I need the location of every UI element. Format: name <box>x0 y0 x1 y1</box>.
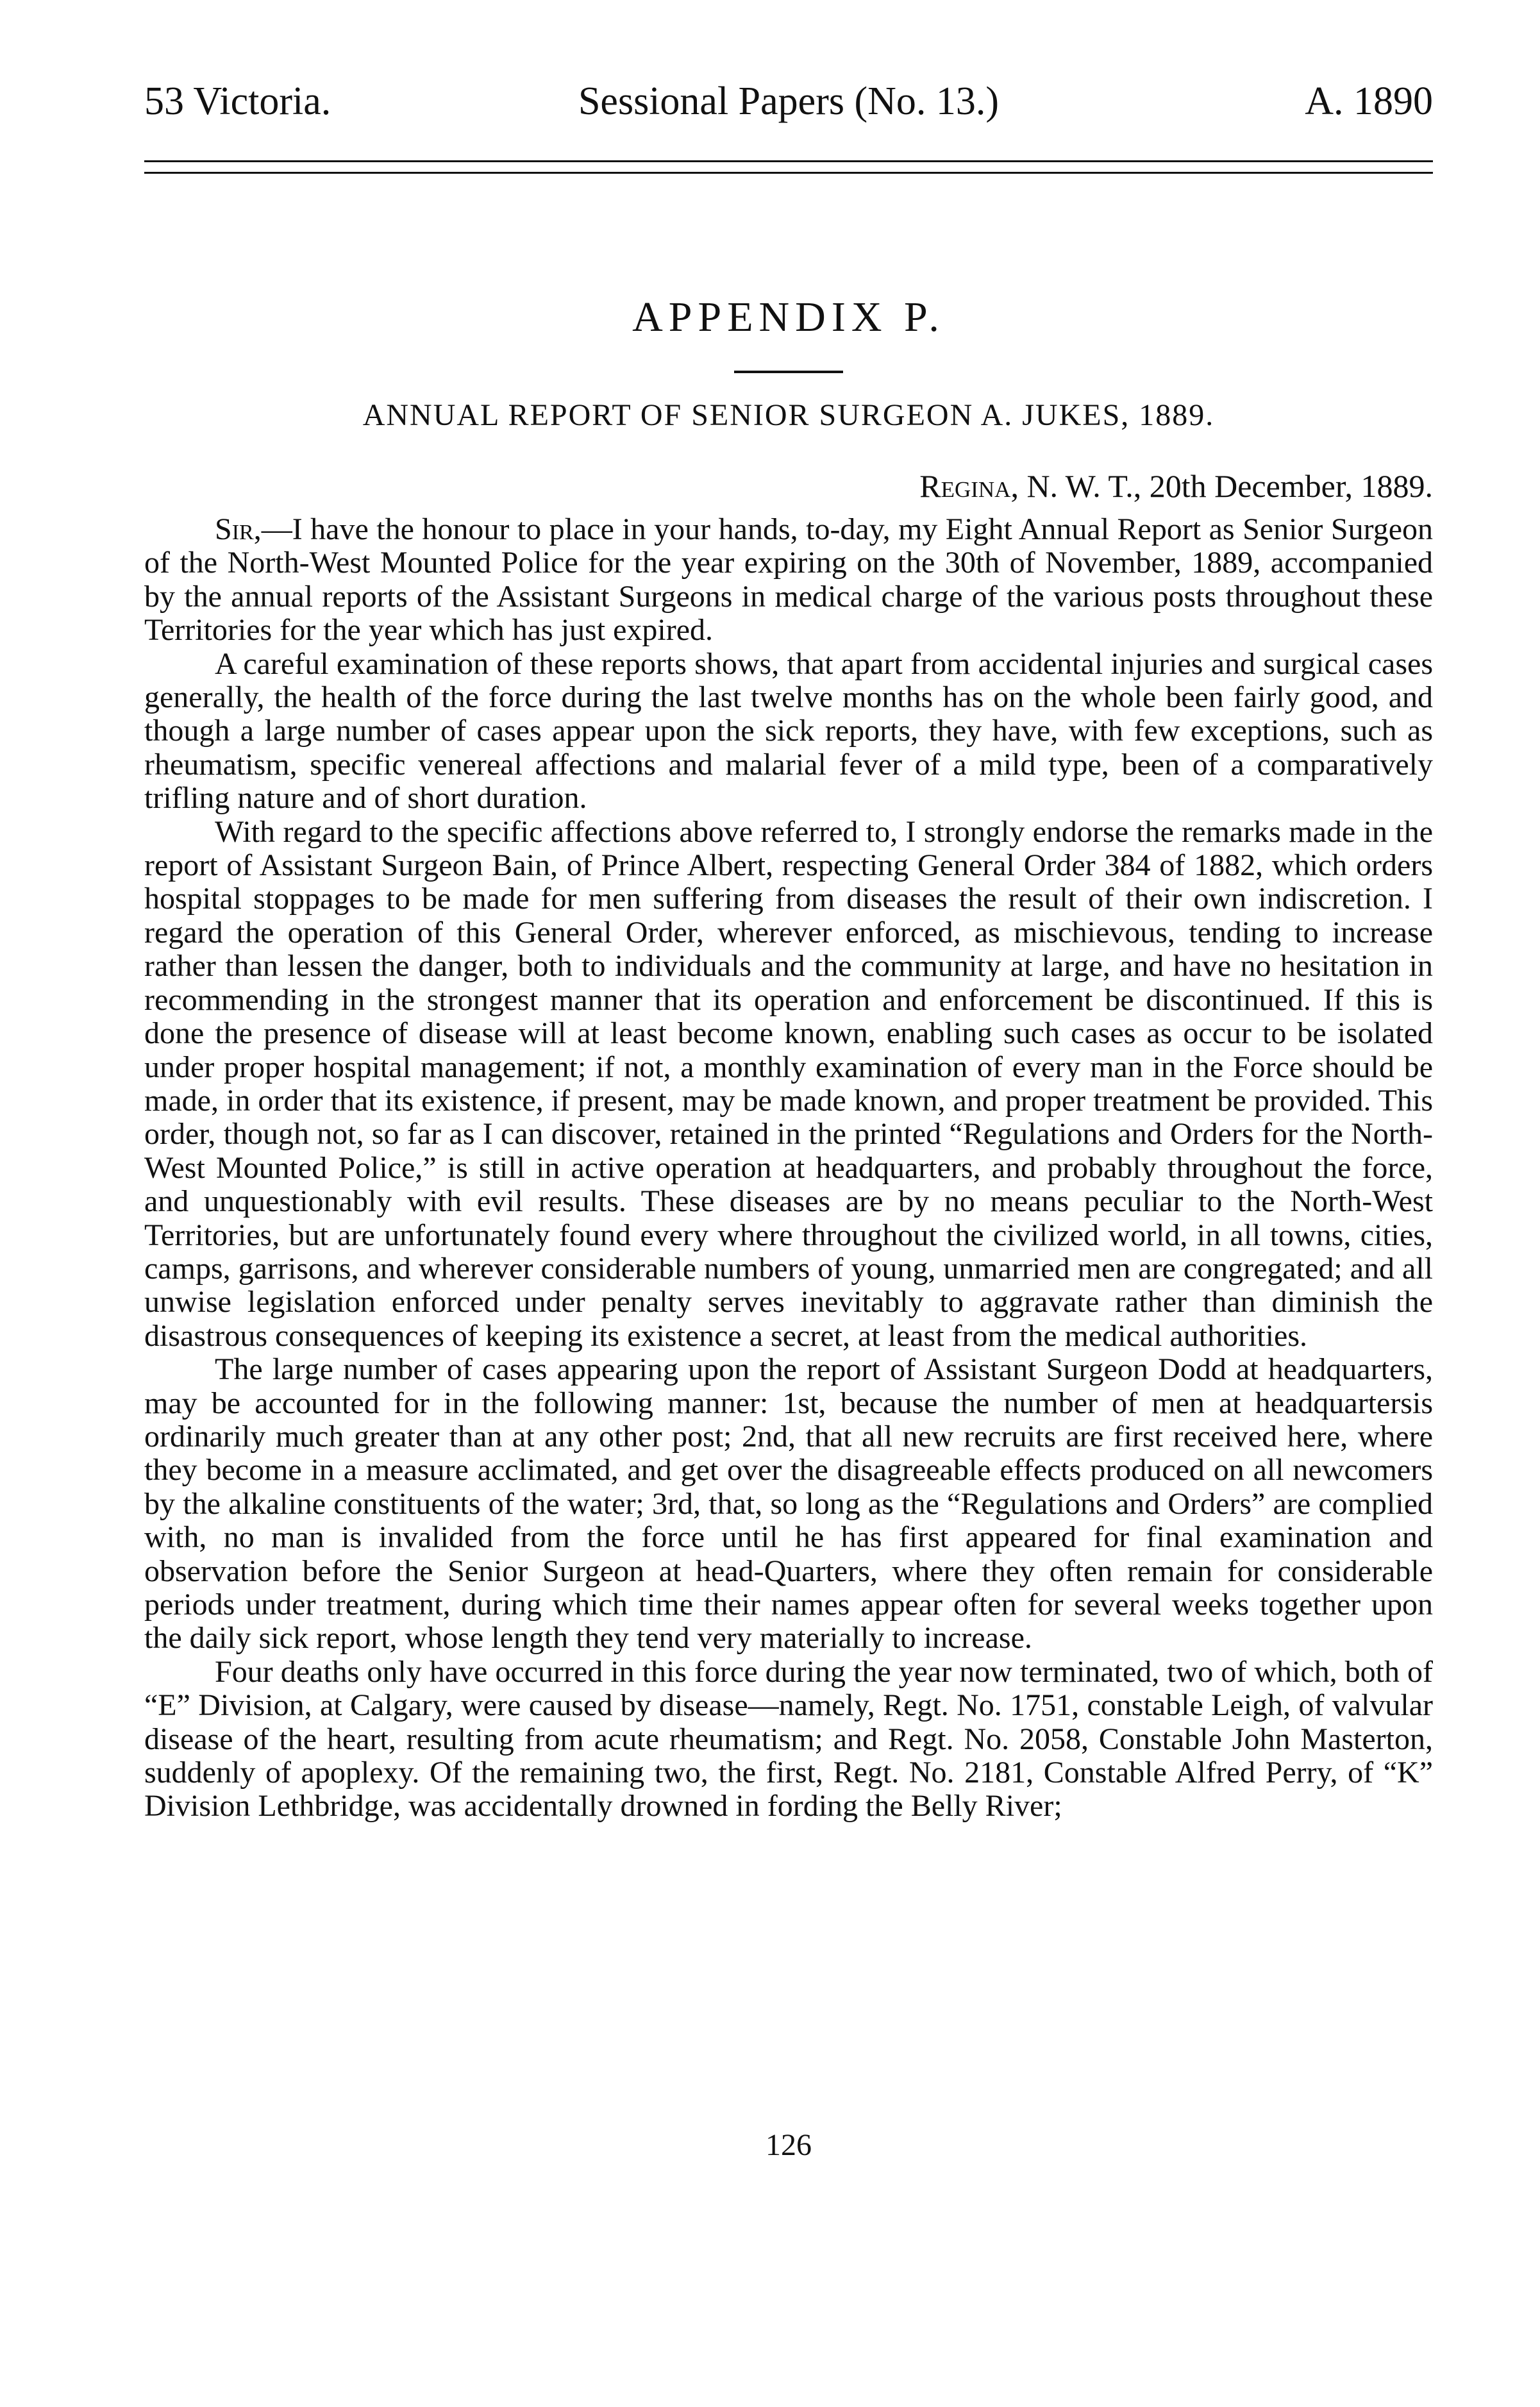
header-volume: 53 Victoria. <box>144 80 331 123</box>
running-header <box>144 76 1433 127</box>
title-divider <box>734 371 843 373</box>
report-title: ANNUAL REPORT OF SENIOR SURGEON A. JUKES, 1889. <box>362 398 1215 432</box>
dateline <box>919 467 1433 505</box>
paragraph-2: A careful examination of these reports shows, that apart from accidental injuries and surgical cases generally, the health of the force during the last twelve months has on the whole been fairly good, and though a large number of cases appear upon the sick reports, they have, with few exceptions, such as rheumatism, specific venereal affections and malarial fever of a mild type, been of a comparatively trifling nature and of short duration. <box>144 646 1433 816</box>
dateline-place: Regina <box>919 468 1011 504</box>
paragraph-1-text: ,—I have the honour to place in your hands, to-day, my Eight Annual Report as Senior Surgeon of the North-West Mounted Police for the year expiring on the 30th of November, 1889, accompanied by the annual reports of the Assistant Surgeons in medical charge of the various posts throughout these Territories for the year which has just expired. <box>144 512 1433 648</box>
dateline-date: , N. W. T., 20th December, 1889. <box>1010 468 1433 504</box>
header-year: A. 1890 <box>1305 80 1433 123</box>
paragraph-1 <box>144 513 1433 648</box>
paragraph-3: With regard to the specific affections above referred to, I strongly endorse the remarks made in the report of Assistant Surgeon Bain, of Prince Albert, respecting General Order 384 of 1882, which orders hospital stoppages to be made for men suffering from diseases the result of their own indiscretion. I regard the operation of this General Order, wherever enforced, as mischievous, tending to increase rather than lessen the danger, both to individuals and the community at large, and have no hesitation in recommending in the strongest manner that its operation and enforcement be discontinued. If this is done the presence of disease will at least become known, enabling such cases as occur to be isolated under proper hospital management; if not, a monthly examination of every man in the Force should be made, in order that its existence, if present, may be made known, and proper treatment be provided. This order, though not, so far as I can discover, retained in the printed “Regulations and Orders for the North-West Mounted Police,” is still in active operation at headquarters, and probably throughout the force, and unquestionably with evil results. These diseases are by no means peculiar to the North-West Territories, but are unfortunately found every where throughout the civilized world, in all towns, cities, camps, garrisons, and wherever considerable numbers of young, unmarried men are congregated; and all unwise legislation enforced under penalty serves inevitably to aggravate rather than diminish the disastrous consequences of keeping its existence a secret, at least from the medical authorities. <box>144 814 1433 1353</box>
header-rule-bottom <box>144 172 1433 174</box>
header-rule-top <box>144 160 1433 162</box>
paragraph-4: The large number of cases appearing upon the report of Assistant Surgeon Dodd at headquarters, may be accounted for in the following manner: 1st, because the number of men at headquartersis ordinarily much greater than at any other post; 2nd, that all new recruits are first received here, where they become in a measure acclimated, and get over the disagreeable effects produced on all newcomers by the alkaline constituents of the water; 3rd, that, so long as the “Regulations and Orders” are complied with, no man is invalided from the force until he has first appeared for final examination and observation before the Senior Surgeon at head-Quarters, where they often remain for considerable periods under treatment, during which time their names appear often for several weeks together upon the daily sick report, whose length they tend very materially to increase. <box>144 1352 1433 1656</box>
report-body <box>144 513 1433 1824</box>
header-series: Sessional Papers (No. 13.) <box>578 80 1000 123</box>
paragraph-5: Four deaths only have occurred in this force during the year now terminated, two of which, both of “E” Division, at Calgary, were caused by disease—namely, Regt. No. 1751, constable Leigh, of valvular disease of the heart, resulting from acute rheumatism; and Regt. No. 2058, Constable John Masterton, suddenly of apoplexy. Of the remaining two, the first, Regt. No. 2181, Constable Alfred Perry, of “K” Division Lethbridge, was accidentally drowned in fording the Belly River; <box>144 1654 1433 1824</box>
appendix-title: APPENDIX P. <box>632 294 945 340</box>
page-number: 126 <box>766 2128 812 2162</box>
salutation: Sir <box>215 512 254 546</box>
